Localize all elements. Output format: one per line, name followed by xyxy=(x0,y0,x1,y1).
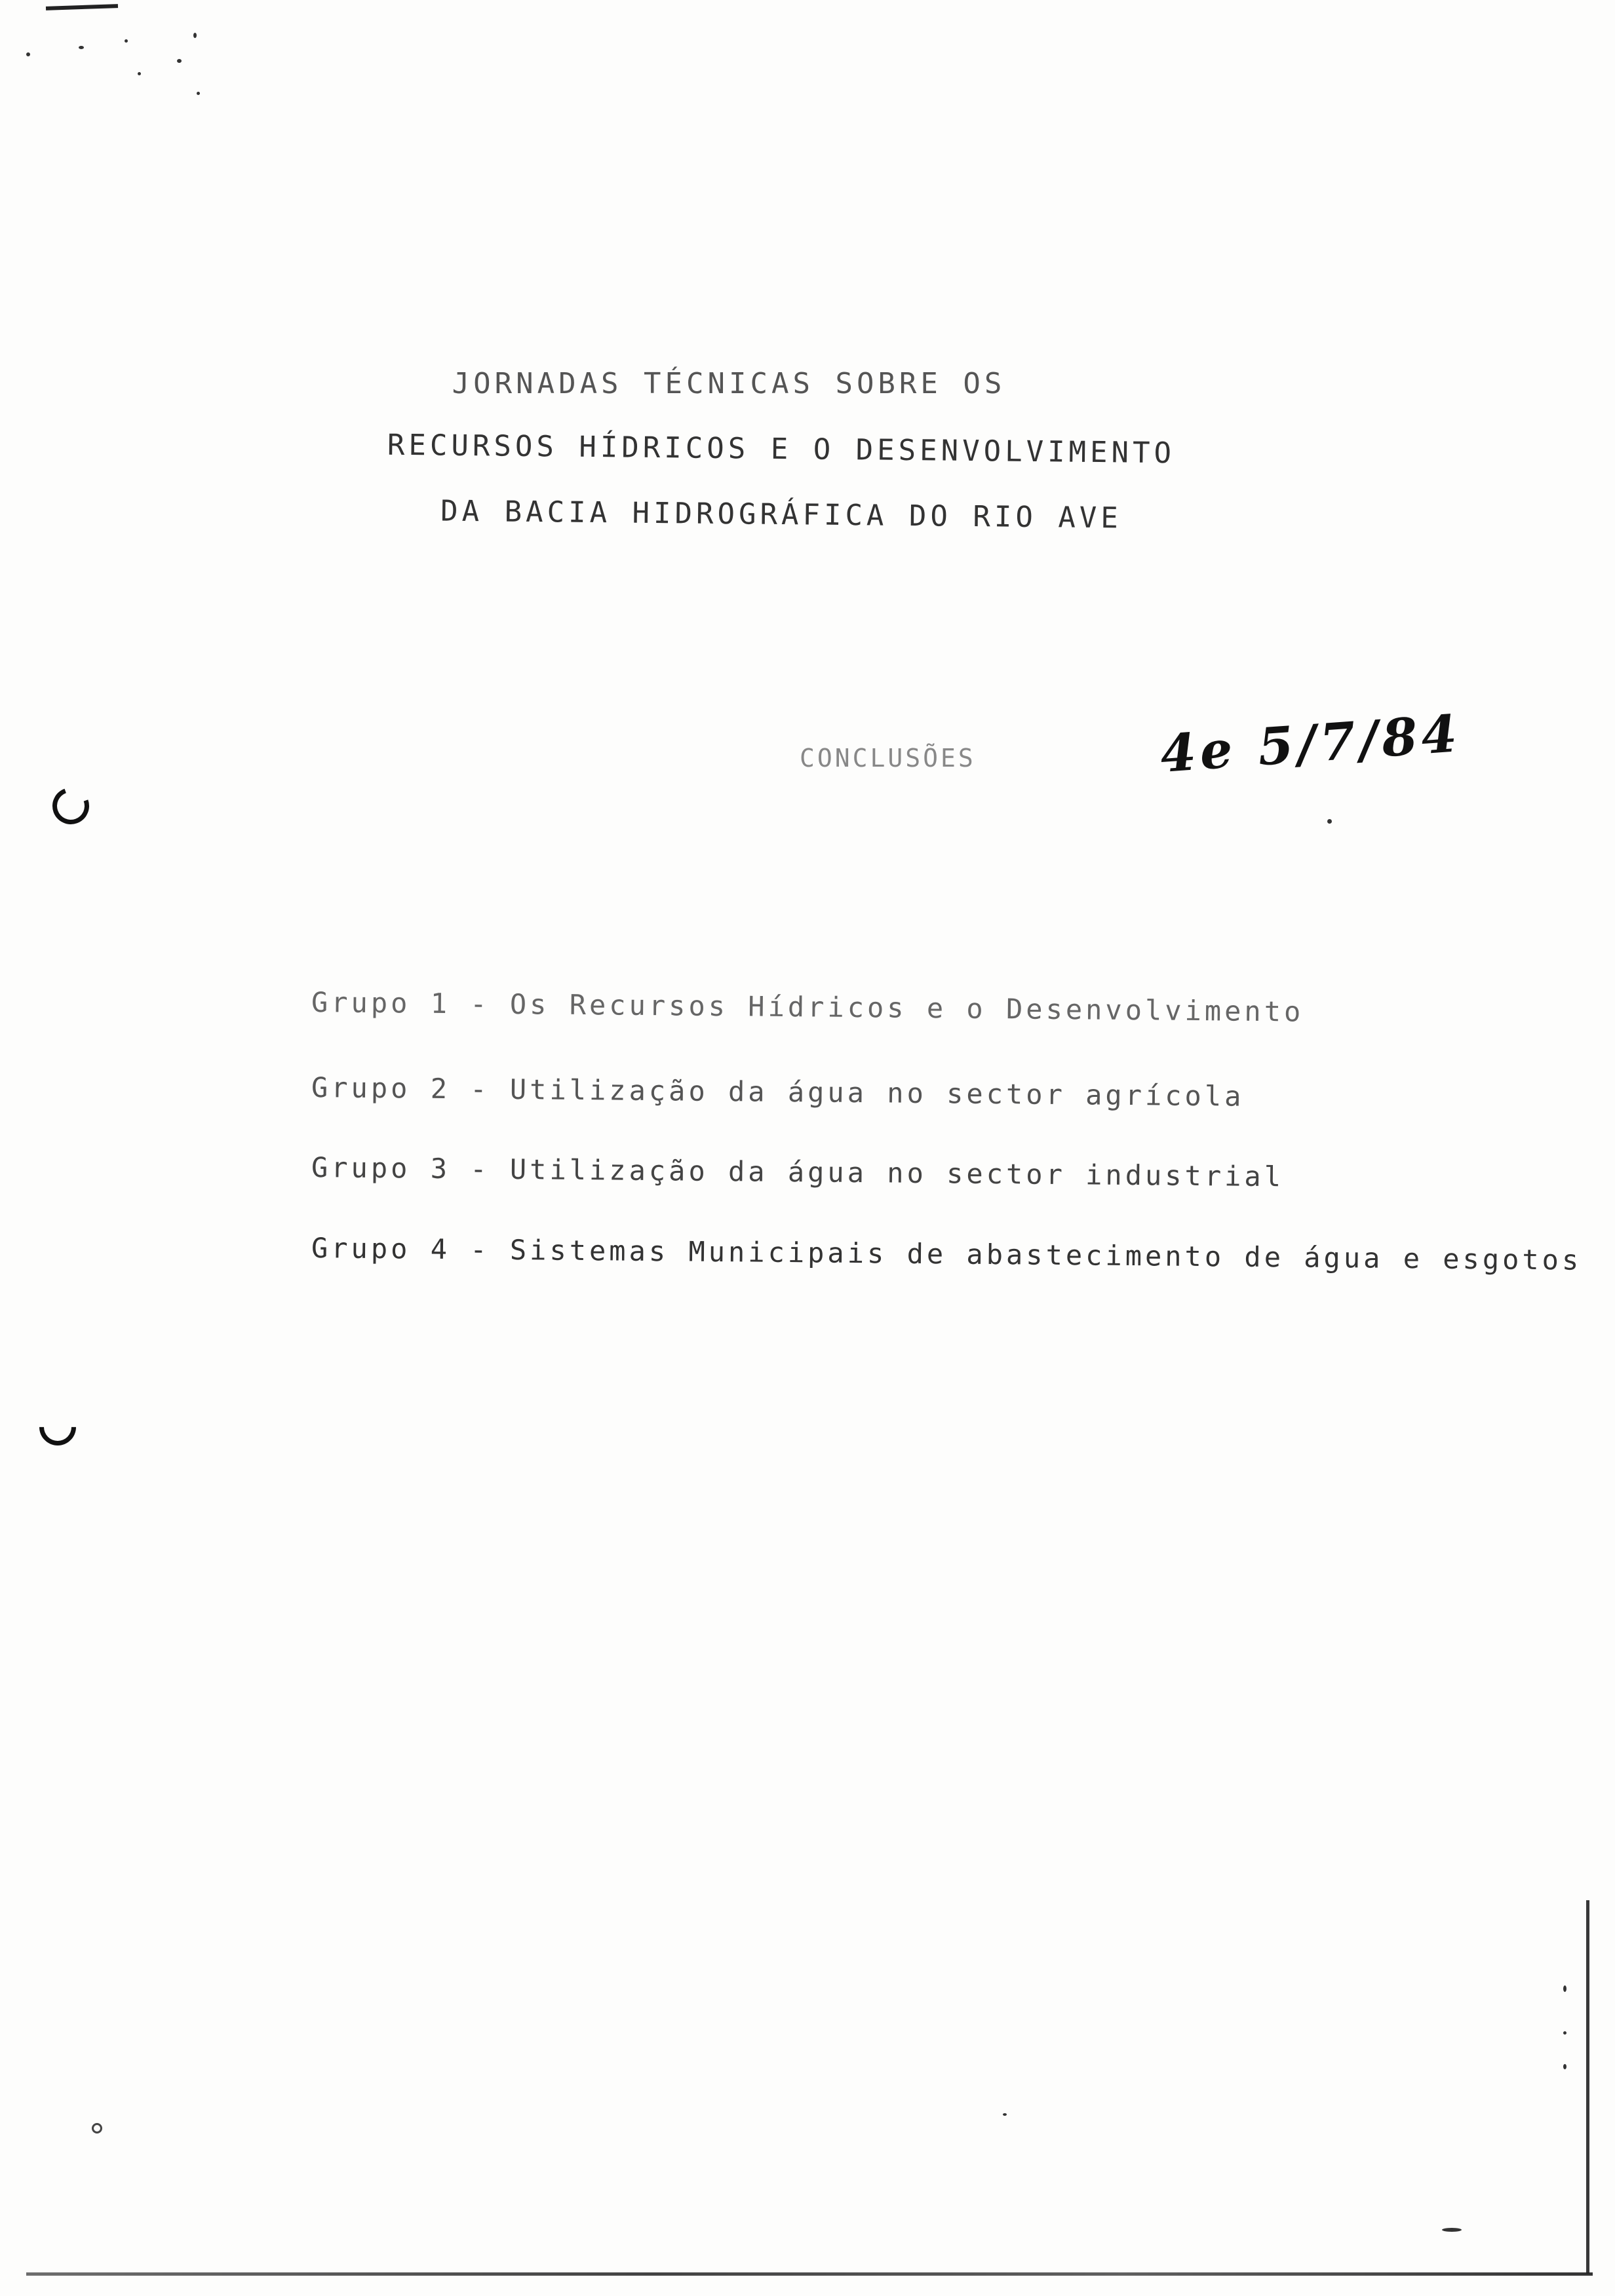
scan-speck xyxy=(1563,2031,1566,2035)
scan-speck xyxy=(138,72,141,75)
scan-speck xyxy=(177,59,182,63)
scan-speck xyxy=(1563,2064,1566,2069)
conclusions-title: CONCLUSÕES xyxy=(800,744,976,773)
group-text: Os Recursos Hídricos e o Desenvolvimento xyxy=(509,987,1304,1028)
scan-speck xyxy=(197,92,200,95)
punch-hole-icon xyxy=(47,782,95,830)
group-separator: - xyxy=(470,1233,490,1266)
scan-edge-bottom xyxy=(26,2272,1593,2276)
punch-hole-icon xyxy=(31,1401,83,1453)
group-text: Utilização da água no sector agrícola xyxy=(509,1073,1245,1113)
group-label: Grupo 3 xyxy=(311,1151,451,1185)
heading-line-3: DA BACIA HIDROGRÁFICA DO RIO AVE xyxy=(440,494,1123,535)
list-item xyxy=(311,1232,1582,1276)
scan-speck xyxy=(193,33,197,38)
list-item xyxy=(311,986,1304,1028)
group-text: Utilização da água no sector industrial xyxy=(509,1153,1285,1193)
group-label: Grupo 4 xyxy=(311,1232,451,1266)
list-item xyxy=(311,1151,1284,1193)
scan-speck xyxy=(1327,819,1332,824)
list-item xyxy=(311,1071,1245,1113)
heading-line-1: JORNADAS TÉCNICAS SOBRE OS xyxy=(452,367,1006,400)
scan-edge-right xyxy=(1586,1900,1589,2274)
group-label: Grupo 2 xyxy=(311,1071,451,1105)
group-text: Sistemas Municipais de abastecimento de água e esgotos xyxy=(509,1233,1582,1276)
scan-mark-top-left xyxy=(46,4,118,10)
handwritten-date-annotation: 4e 5/7/84 xyxy=(1158,704,1463,784)
scan-speck xyxy=(1003,2113,1007,2116)
scan-speck xyxy=(26,52,30,56)
scan-speck xyxy=(1563,1985,1566,1992)
scan-speck xyxy=(125,39,128,43)
group-separator: - xyxy=(470,1073,490,1105)
heading-line-2: RECURSOS HÍDRICOS E O DESENVOLVIMENTO xyxy=(387,428,1176,470)
scan-speck xyxy=(1442,2228,1462,2232)
scan-speck xyxy=(79,46,84,49)
group-separator: - xyxy=(470,1153,490,1185)
group-separator: - xyxy=(470,987,490,1020)
group-label: Grupo 1 xyxy=(311,986,451,1020)
scan-speck xyxy=(92,2123,102,2133)
